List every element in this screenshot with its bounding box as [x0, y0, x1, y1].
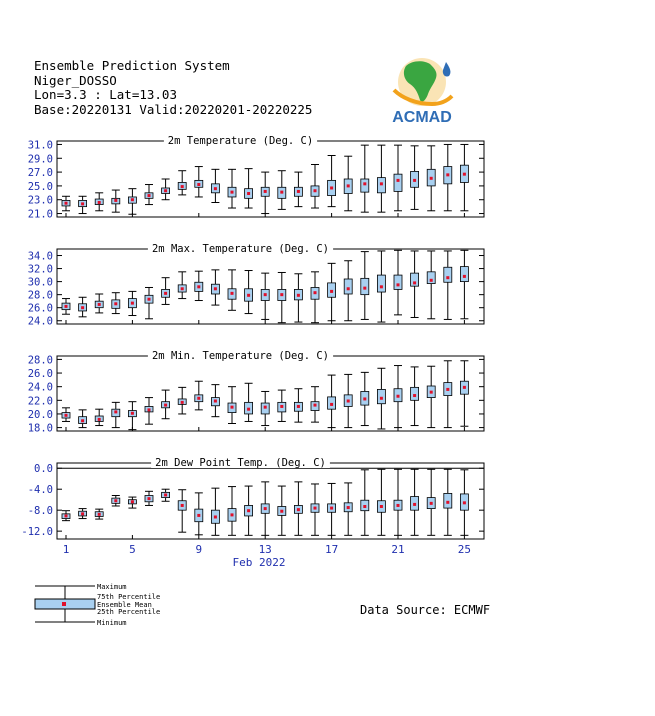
mean-marker	[297, 190, 300, 193]
mean-marker	[247, 509, 250, 512]
box-day-24	[444, 361, 452, 428]
mean-marker	[181, 401, 184, 404]
legend-mean-marker	[62, 602, 66, 606]
mean-marker	[98, 303, 101, 306]
panel-frame	[57, 356, 484, 431]
mean-marker	[363, 182, 366, 185]
box-day-1	[62, 196, 70, 211]
mean-marker	[446, 388, 449, 391]
iqr-box	[394, 275, 402, 289]
mean-marker	[181, 504, 184, 507]
box-day-7	[162, 489, 170, 501]
mean-marker	[114, 199, 117, 202]
box-day-17	[328, 156, 336, 207]
legend-label-q25: 25th Percentile	[97, 608, 161, 616]
panel-frame	[57, 141, 484, 217]
mean-marker	[330, 186, 333, 189]
box-day-15	[294, 389, 302, 422]
box-day-12	[245, 271, 253, 314]
mean-marker	[463, 173, 466, 176]
box-day-23	[427, 366, 435, 427]
box-day-3	[95, 294, 103, 313]
box-day-22	[411, 251, 419, 318]
y-tick-label: 34.0	[27, 250, 53, 263]
box-day-25	[460, 361, 468, 426]
y-tick-label: 32.0	[27, 263, 53, 276]
box-day-21	[394, 250, 402, 315]
mean-marker	[330, 403, 333, 406]
box-day-18	[344, 261, 352, 321]
iqr-box	[411, 387, 419, 400]
mean-marker	[363, 287, 366, 290]
box-day-19	[361, 252, 369, 320]
mean-marker	[164, 493, 167, 496]
box-day-1	[62, 408, 70, 422]
mean-marker	[280, 191, 283, 194]
iqr-box	[377, 275, 385, 292]
mean-marker	[81, 306, 84, 309]
y-tick-label: 29.0	[27, 153, 53, 166]
y-tick-label: 31.0	[27, 139, 53, 152]
mean-marker	[430, 279, 433, 282]
box-day-15	[294, 482, 302, 535]
y-tick-label: 26.0	[27, 368, 53, 381]
x-tick-label: 13	[258, 543, 272, 556]
mean-marker	[413, 179, 416, 182]
mean-marker	[148, 408, 151, 411]
mean-marker	[164, 292, 167, 295]
box-day-5	[128, 497, 136, 508]
y-tick-label: 25.0	[27, 180, 53, 193]
mean-marker	[347, 506, 350, 509]
mean-marker	[314, 507, 317, 510]
mean-marker	[380, 505, 383, 508]
box-day-23	[427, 469, 435, 535]
box-day-21	[394, 145, 402, 211]
mean-marker	[463, 501, 466, 504]
iqr-box	[444, 493, 452, 508]
mean-marker	[264, 293, 267, 296]
box-day-12	[245, 383, 253, 421]
box-day-11	[228, 270, 236, 310]
mean-marker	[114, 302, 117, 305]
box-day-13	[261, 273, 269, 319]
y-tick-label: 23.0	[27, 194, 53, 207]
mean-marker	[314, 404, 317, 407]
mean-marker	[164, 189, 167, 192]
box-day-5	[128, 402, 136, 430]
box-day-17	[328, 375, 336, 428]
y-tick-label: -4.0	[27, 484, 53, 497]
box-day-20	[377, 368, 385, 429]
y-tick-label: 21.0	[27, 208, 53, 221]
box-day-14	[278, 272, 286, 322]
mean-marker	[164, 404, 167, 407]
mean-marker	[197, 285, 200, 288]
mean-marker	[98, 513, 101, 516]
mean-marker	[314, 189, 317, 192]
box-day-12	[245, 169, 253, 208]
box-day-4	[112, 402, 120, 427]
mean-marker	[297, 405, 300, 408]
x-tick-label: 17	[324, 543, 339, 556]
mean-marker	[397, 283, 400, 286]
mean-marker	[214, 400, 217, 403]
box-day-1	[62, 299, 70, 315]
box-day-14	[278, 171, 286, 210]
box-day-25	[460, 144, 468, 210]
box-day-9	[195, 271, 203, 300]
panel-title: 2m Temperature (Deg. C)	[167, 135, 314, 147]
mean-marker	[446, 276, 449, 279]
mean-marker	[247, 294, 250, 297]
y-tick-label: 0.0	[34, 463, 53, 476]
legend	[30, 580, 170, 630]
box-day-1	[62, 511, 70, 521]
box-day-24	[444, 469, 452, 535]
legend-label-min: Minimum	[97, 619, 127, 627]
mean-marker	[380, 397, 383, 400]
panel-title: 2m Max. Temperature (Deg. C)	[151, 243, 330, 255]
box-day-22	[411, 469, 419, 535]
box-day-24	[444, 144, 452, 210]
x-tick-label: 9	[195, 543, 203, 556]
mean-marker	[413, 503, 416, 506]
box-day-22	[411, 146, 419, 210]
mean-marker	[148, 497, 151, 500]
x-tick-label: 25	[457, 543, 472, 556]
mean-marker	[463, 386, 466, 389]
header-coordinates: Lon=3.3 : Lat=13.03	[34, 87, 177, 102]
panel-frame	[57, 463, 484, 539]
box-day-10	[211, 270, 219, 305]
box-day-7	[162, 390, 170, 419]
box-day-9	[195, 493, 203, 535]
box-day-24	[444, 251, 452, 319]
data-source: Data Source: ECMWF	[360, 603, 491, 617]
box-day-17	[328, 263, 336, 320]
mean-marker	[397, 179, 400, 182]
mean-marker	[264, 190, 267, 193]
iqr-box	[361, 278, 369, 294]
mean-marker	[413, 394, 416, 397]
mean-marker	[430, 502, 433, 505]
box-day-13	[261, 172, 269, 213]
box-day-6	[145, 287, 153, 318]
iqr-box	[377, 389, 385, 403]
box-day-16	[311, 164, 319, 208]
mean-marker	[264, 507, 267, 510]
panel-title: 2m Dew Point Temp. (Deg. C)	[155, 457, 326, 469]
box-day-22	[411, 367, 419, 426]
x-axis-label: Feb 2022	[232, 556, 286, 569]
iqr-box	[361, 179, 369, 192]
mean-marker	[430, 391, 433, 394]
mean-marker	[231, 191, 234, 194]
mean-marker	[197, 183, 200, 186]
box-day-3	[95, 509, 103, 519]
box-day-25	[460, 470, 468, 536]
box-day-19	[361, 372, 369, 425]
mean-marker	[347, 287, 350, 290]
y-tick-label: 20.0	[27, 408, 53, 421]
box-day-4	[112, 190, 120, 212]
box-day-6	[145, 398, 153, 425]
box-day-19	[361, 470, 369, 536]
box-day-2	[79, 410, 87, 428]
mean-marker	[65, 414, 68, 417]
box-day-4	[112, 293, 120, 314]
mean-marker	[330, 290, 333, 293]
y-tick-label: 30.0	[27, 276, 53, 289]
mean-marker	[148, 298, 151, 301]
box-day-13	[261, 482, 269, 535]
mean-marker	[397, 504, 400, 507]
mean-marker	[446, 173, 449, 176]
box-day-18	[344, 374, 352, 427]
box-day-11	[228, 169, 236, 208]
box-day-10	[211, 488, 219, 535]
mean-marker	[430, 177, 433, 180]
box-day-21	[394, 366, 402, 428]
mean-marker	[214, 187, 217, 190]
legend-label-mean: Ensemble Mean	[97, 601, 152, 609]
x-tick-label: 21	[391, 543, 405, 556]
y-tick-label: -8.0	[27, 505, 53, 518]
mean-marker	[363, 505, 366, 508]
y-tick-label: 26.0	[27, 302, 53, 315]
iqr-box	[444, 267, 452, 282]
box-day-9	[195, 167, 203, 197]
box-day-16	[311, 272, 319, 323]
box-day-18	[344, 156, 352, 211]
box-day-8	[178, 490, 186, 532]
box-day-15	[294, 172, 302, 207]
box-day-11	[228, 387, 236, 424]
y-tick-label: 24.0	[27, 381, 53, 394]
box-day-23	[427, 251, 435, 319]
mean-marker	[197, 514, 200, 517]
mean-marker	[463, 275, 466, 278]
mean-marker	[197, 397, 200, 400]
mean-marker	[280, 293, 283, 296]
box-day-14	[278, 390, 286, 421]
box-day-9	[195, 381, 203, 410]
mean-marker	[98, 201, 101, 204]
y-tick-label: 24.0	[27, 315, 53, 328]
iqr-box	[460, 267, 468, 282]
y-tick-label: -12.0	[21, 526, 53, 539]
mean-marker	[114, 410, 117, 413]
mean-marker	[347, 184, 350, 187]
legend-label-q75: 75th Percentile	[97, 593, 161, 601]
box-day-25	[460, 250, 468, 318]
mean-marker	[264, 406, 267, 409]
mean-marker	[81, 512, 84, 515]
box-day-16	[311, 484, 319, 535]
mean-marker	[214, 287, 217, 290]
box-day-8	[178, 272, 186, 299]
panel-title: 2m Min. Temperature (Deg. C)	[151, 350, 330, 362]
mean-marker	[314, 291, 317, 294]
box-day-6	[145, 185, 153, 205]
panel-frame	[57, 249, 484, 324]
mean-marker	[65, 305, 68, 308]
mean-marker	[181, 185, 184, 188]
box-day-21	[394, 469, 402, 535]
box-day-20	[377, 251, 385, 322]
mean-marker	[231, 513, 234, 516]
y-tick-label: 28.0	[27, 289, 53, 302]
box-day-17	[328, 483, 336, 535]
logo-text: ACMAD	[392, 109, 452, 126]
box-day-23	[427, 146, 435, 211]
mean-marker	[214, 515, 217, 518]
mean-marker	[397, 395, 400, 398]
mean-marker	[446, 501, 449, 504]
box-day-5	[128, 291, 136, 315]
box-day-3	[95, 193, 103, 211]
header-location: Niger_DOSSO	[34, 72, 117, 88]
mean-marker	[297, 294, 300, 297]
mean-marker	[347, 400, 350, 403]
box-day-18	[344, 483, 352, 535]
iqr-box	[394, 174, 402, 191]
x-tick-label: 5	[129, 543, 136, 556]
y-tick-label: 18.0	[27, 422, 53, 435]
mean-marker	[363, 397, 366, 400]
mean-marker	[131, 302, 134, 305]
mean-marker	[131, 198, 134, 201]
mean-marker	[131, 412, 134, 415]
box-day-7	[162, 179, 170, 200]
y-tick-label: 28.0	[27, 354, 53, 367]
box-day-19	[361, 145, 369, 212]
header-title: Ensemble Prediction System	[34, 58, 230, 73]
box-day-5	[128, 189, 136, 215]
mean-marker	[247, 192, 250, 195]
legend-label-max: Maximum	[97, 583, 127, 591]
mean-marker	[413, 281, 416, 284]
mean-marker	[231, 406, 234, 409]
box-day-11	[228, 487, 236, 536]
x-tick-label: 1	[62, 543, 70, 556]
mean-marker	[148, 194, 151, 197]
panel-4	[21, 457, 484, 539]
header-dates: Base:20220131 Valid:20220201-20220225	[34, 101, 313, 117]
y-tick-label: 22.0	[27, 395, 53, 408]
mean-marker	[131, 500, 134, 503]
panel-2	[28, 243, 484, 328]
mean-marker	[280, 405, 283, 408]
box-day-2	[79, 196, 87, 213]
mean-marker	[98, 418, 101, 421]
mean-marker	[231, 292, 234, 295]
box-day-13	[261, 391, 269, 425]
box-day-7	[162, 278, 170, 305]
box-day-8	[178, 387, 186, 414]
box-day-20	[377, 145, 385, 212]
box-day-2	[79, 509, 87, 519]
box-day-8	[178, 171, 186, 195]
box-day-6	[145, 491, 153, 505]
mean-marker	[114, 499, 117, 502]
box-day-20	[377, 469, 385, 535]
mean-marker	[330, 507, 333, 510]
box-day-14	[278, 486, 286, 535]
box-day-15	[294, 274, 302, 322]
box-day-10	[211, 385, 219, 417]
box-day-12	[245, 486, 253, 535]
box-day-10	[211, 169, 219, 202]
mean-marker	[280, 510, 283, 513]
iqr-box	[344, 279, 352, 294]
mean-marker	[247, 408, 250, 411]
y-tick-label: 27.0	[27, 167, 53, 180]
mean-marker	[297, 508, 300, 511]
mean-marker	[81, 202, 84, 205]
mean-marker	[380, 182, 383, 185]
box-day-3	[95, 409, 103, 425]
panel-3	[28, 350, 484, 435]
mean-marker	[81, 419, 84, 422]
box-day-4	[112, 495, 120, 505]
mean-marker	[65, 514, 68, 517]
panel-1	[28, 135, 484, 221]
box-day-16	[311, 387, 319, 422]
mean-marker	[380, 285, 383, 288]
box-day-2	[79, 297, 87, 317]
mean-marker	[65, 202, 68, 205]
mean-marker	[181, 287, 184, 290]
